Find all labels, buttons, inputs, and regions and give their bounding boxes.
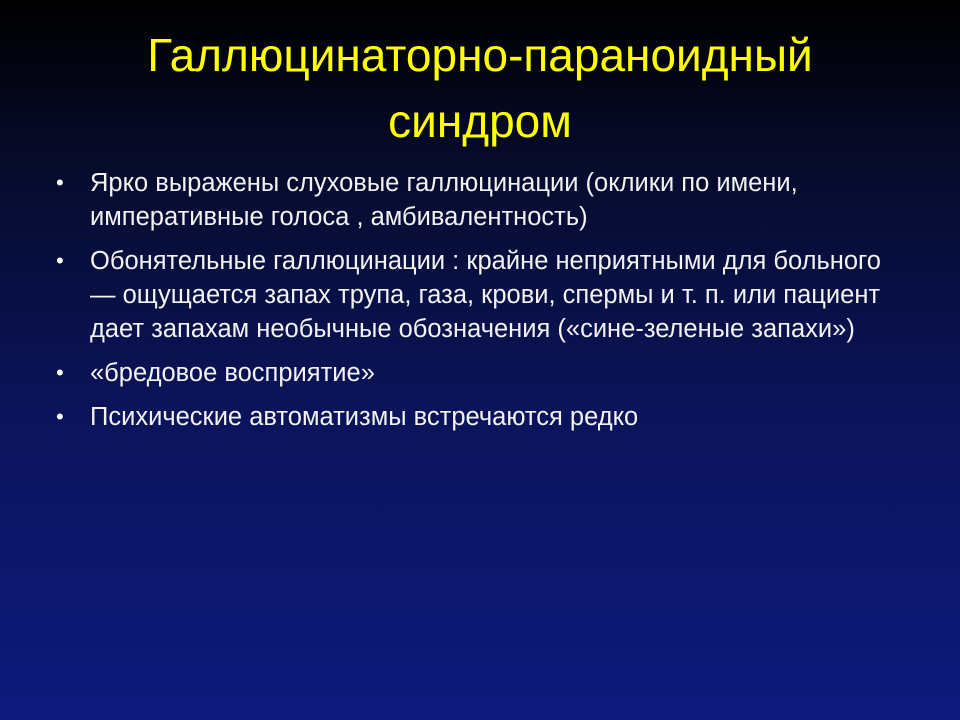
bullet-icon: •: [56, 170, 64, 195]
bullet-text: Психические автоматизмы встречаются редко: [90, 403, 639, 431]
bullet-item: [56, 356, 906, 390]
bullet-item: [56, 166, 906, 234]
bullet-item: [56, 244, 906, 346]
bullet-item: [56, 400, 906, 434]
bullet-text: «бредовое восприятие»: [90, 359, 375, 387]
bullet-icon: •: [56, 248, 64, 273]
bullet-list: [56, 166, 906, 444]
bullet-text: Обонятельные галлюцинации : крайне неприятными для больного — ощущается запах трупа, газа, крови, спермы и т. п. или пациент дает запахам необычные обозначения («сине-зеленые запахи»): [90, 247, 881, 343]
bullet-icon: •: [56, 360, 64, 385]
bullet-text: Ярко выражены слуховые галлюцинации (оклики по имени, императивные голоса , амбивалентность): [90, 169, 798, 231]
slide-title: Галлюцинаторно-параноидный синдром: [147, 29, 813, 147]
bullet-icon: •: [56, 404, 64, 429]
